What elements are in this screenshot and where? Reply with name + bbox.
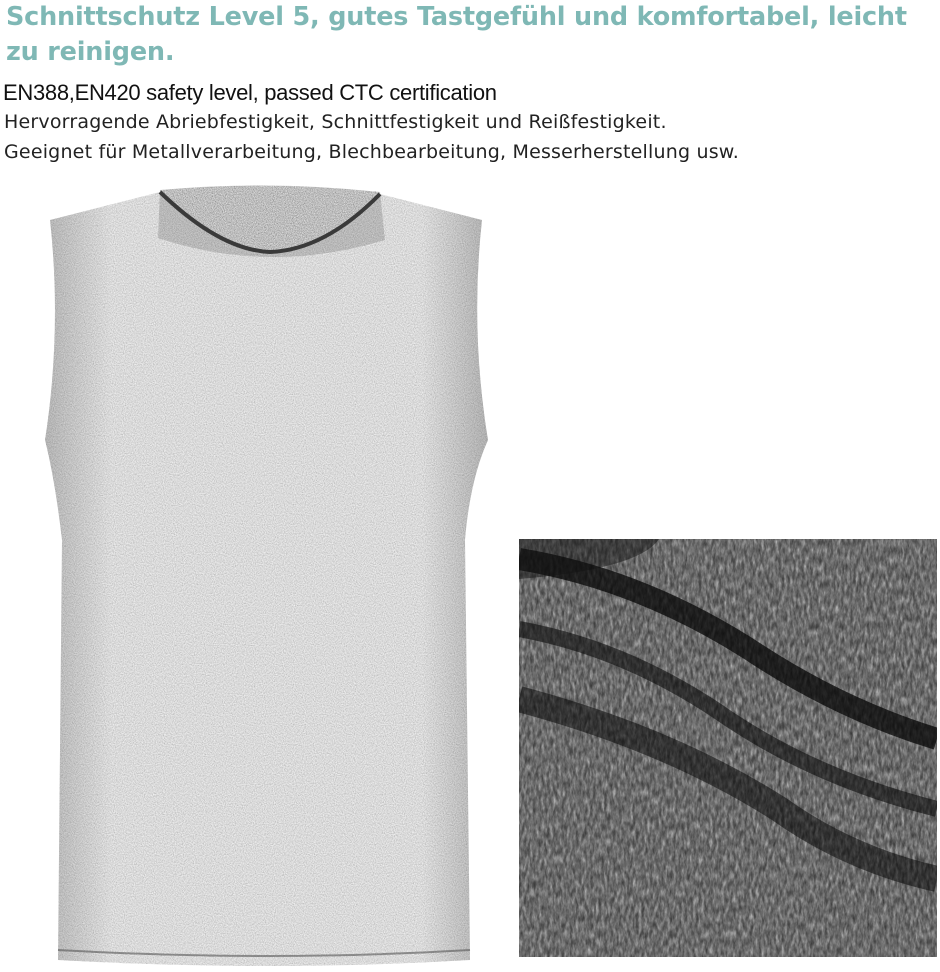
- feature-applications: Geeignet für Metallverarbeitung, Blechbearbeitung, Messerherstellung usw.: [4, 141, 740, 163]
- feature-certification: EN388,EN420 safety level, passed CTC certification: [3, 80, 497, 105]
- vest-image: [40, 180, 500, 972]
- headline: Schnittschutz Level 5, gutes Tastgefühl und komfortabel, leicht zu reinigen.: [6, 2, 907, 67]
- fabric-closeup-image: [519, 539, 937, 957]
- feature-resistance: Hervorragende Abriebfestigkeit, Schnittfestigkeit und Reißfestigkeit.: [4, 111, 667, 133]
